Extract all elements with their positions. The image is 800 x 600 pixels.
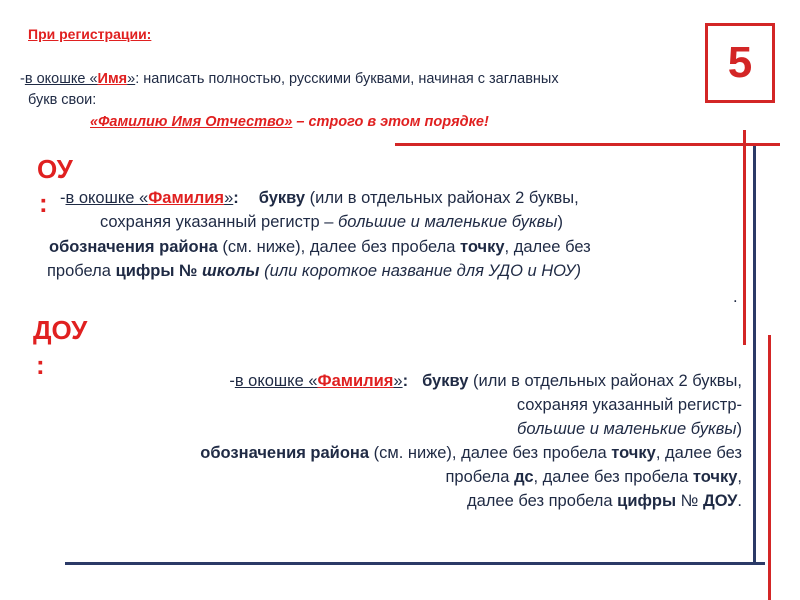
intro-line-1 (20, 69, 559, 90)
dou-line-1 (96, 370, 742, 393)
ou-link-suffix: » (224, 189, 234, 207)
dou-line6-normal: далее без пробела (467, 492, 618, 510)
dou-line5-bold2: точку (692, 468, 738, 486)
dou-line-2: сохраняя указанный регистр- (516, 396, 742, 414)
dou-line4-normal: (см. ниже), далее без пробела (369, 444, 612, 462)
red-vertical-line-top (743, 130, 746, 345)
intro-link-prefix: в окошке « (24, 71, 98, 87)
dou-field-name: Фамилия (317, 372, 394, 390)
slide-number-box (705, 23, 775, 103)
dou-line4-bold2: точку (611, 444, 656, 462)
ou-line-2 (100, 211, 563, 234)
red-horizontal-line-top (395, 143, 780, 146)
red-vertical-line-right (768, 335, 771, 600)
dou-line6-end: . (737, 492, 742, 510)
slide-number: 5 (727, 38, 753, 87)
ou-line-4 (47, 260, 581, 283)
ou-line2-normal: сохраняя указанный регистр – (100, 213, 338, 231)
dou-line5-normal: пробела (445, 468, 515, 486)
section-colon-ou: : (39, 188, 48, 218)
intro-field-name: Имя (97, 71, 128, 87)
dou-line6-normal2: № (676, 492, 703, 510)
dou-line4-end: , далее без (655, 444, 742, 462)
ou-line2-end: ) (557, 213, 563, 231)
ou-link-prefix: в окошке « (65, 189, 149, 207)
ou-line4-italic: (или короткое название для УДО и НОУ) (259, 262, 581, 280)
ou-line3-end: , далее без (504, 238, 591, 256)
section-label-dou: ДОУ (33, 315, 88, 345)
intro-text-rest: : написать полностью, русскими буквами, начиная с заглавных (135, 71, 559, 87)
intro-order-line (90, 112, 489, 133)
dou-link-prefix: в окошке « (234, 372, 318, 390)
dou-line-5 (446, 466, 743, 489)
dou-line-6 (467, 490, 742, 513)
ou-line3-bold: обозначения района (49, 238, 218, 256)
dou-link-suffix: » (393, 372, 403, 390)
intro-line-2: букв свои: (28, 92, 97, 108)
ou-line1-rest: (или в отдельных районах 2 буквы, (305, 189, 579, 207)
ou-dot: . (733, 288, 738, 306)
dou-line6-bold: цифры (617, 492, 677, 510)
navy-horizontal-line-bottom (65, 562, 765, 565)
dou-line3-italic: большие и маленькие буквы (517, 420, 737, 438)
ou-dash: - (60, 189, 66, 207)
ou-line4-bold-italic: школы (197, 262, 260, 280)
intro-order-quote: «Фамилию Имя Отчество» (90, 114, 293, 130)
intro-order-rest: – строго в этом порядке! (292, 114, 489, 130)
ou-line3-bold2: точку (459, 238, 505, 256)
intro-link-suffix: » (127, 71, 136, 87)
dou-line3-end: ) (736, 420, 742, 438)
ou-line4-normal: пробела (47, 262, 116, 280)
section-colon-dou: : (36, 350, 45, 380)
dou-line5-bold: дс (514, 468, 534, 486)
ou-line3-normal: (см. ниже), далее без пробела (217, 238, 460, 256)
section-label-ou: ОУ (37, 154, 73, 184)
ou-colon-after: : (233, 189, 239, 207)
dou-line5-end: , (737, 468, 742, 486)
dou-colon-after: : (402, 372, 409, 390)
ou-line4-bold: цифры № (115, 262, 198, 280)
ou-field-name: Фамилия (148, 189, 225, 207)
dou-line4-bold: обозначения района (200, 444, 370, 462)
dou-line6-bold2: ДОУ (702, 492, 738, 510)
ou-line-1 (60, 187, 579, 210)
ou-letter-word: букву (258, 189, 306, 207)
dou-line5-normal2: , далее без пробела (533, 468, 693, 486)
dou-letter-word: букву (422, 372, 469, 390)
ou-line-3 (49, 236, 591, 259)
page-title: При регистрации: (28, 26, 152, 42)
dou-line1-rest: (или в отдельных районах 2 буквы, (468, 372, 742, 390)
dou-line-4 (200, 442, 742, 465)
ou-line2-italic: большие и маленькие буквы (337, 213, 558, 231)
navy-vertical-line-left (753, 145, 756, 565)
intro-dash: - (20, 71, 25, 87)
dou-dash: - (229, 372, 235, 390)
dou-line-3 (517, 418, 742, 441)
